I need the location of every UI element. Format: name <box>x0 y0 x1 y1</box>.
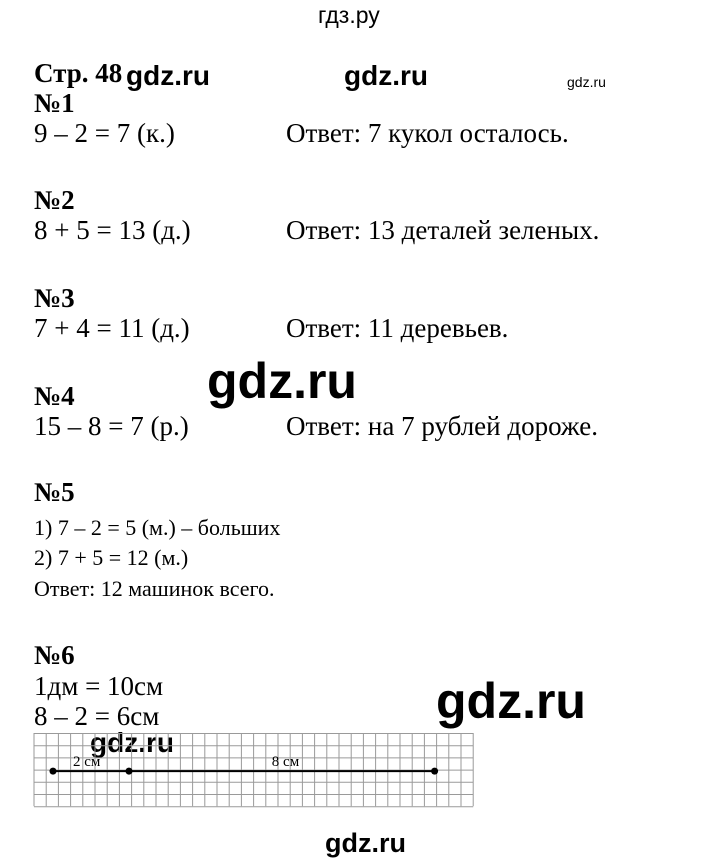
segments <box>50 754 439 775</box>
watermark: gdz.ru <box>436 673 586 729</box>
task-answer: Ответ: 12 машинок всего. <box>34 576 275 601</box>
segment-label: 8 см <box>271 754 300 771</box>
task-number: №2 <box>34 185 75 215</box>
task-line: 2) 7 + 5 = 12 (м.) <box>34 545 189 570</box>
task-number: №3 <box>34 283 75 313</box>
segment-label: 2 см <box>73 754 101 771</box>
task-equation: 15 – 8 = 7 (р.) <box>34 411 189 441</box>
watermark: gdz.ru <box>325 828 406 858</box>
task-answer: Ответ: 7 кукол осталось. <box>286 118 569 148</box>
task-equation: 9 – 2 = 7 (к.) <box>34 118 175 148</box>
task-number: №6 <box>34 640 75 670</box>
site-header: гдз.ру <box>318 2 380 28</box>
segment-point <box>126 768 133 775</box>
watermark: gdz.ru <box>126 60 210 91</box>
watermark: gdz.ru <box>567 74 606 90</box>
page-label: Стр. 48 <box>34 58 123 88</box>
task-line: 1) 7 – 2 = 5 (м.) – больших <box>34 515 281 540</box>
segment-point <box>50 768 57 775</box>
watermark: gdz.ru <box>207 353 357 409</box>
segment-point <box>431 768 438 775</box>
task-answer: Ответ: на 7 рублей дороже. <box>286 411 598 441</box>
task-equation: 8 + 5 = 13 (д.) <box>34 215 191 245</box>
segment-diagram <box>33 733 483 813</box>
watermark: gdz.ru <box>344 60 428 91</box>
task-line: 1дм = 10см <box>34 671 164 701</box>
task-answer: Ответ: 11 деревьев. <box>286 313 509 343</box>
task-line: 8 – 2 = 6см <box>34 701 160 731</box>
task-answer: Ответ: 13 деталей зеленых. <box>286 215 600 245</box>
task-number: №5 <box>34 477 75 507</box>
watermark: gdz.ru <box>90 727 174 758</box>
task-equation: 7 + 4 = 11 (д.) <box>34 313 190 343</box>
task-number: №1 <box>34 88 75 118</box>
task-number: №4 <box>34 381 75 411</box>
